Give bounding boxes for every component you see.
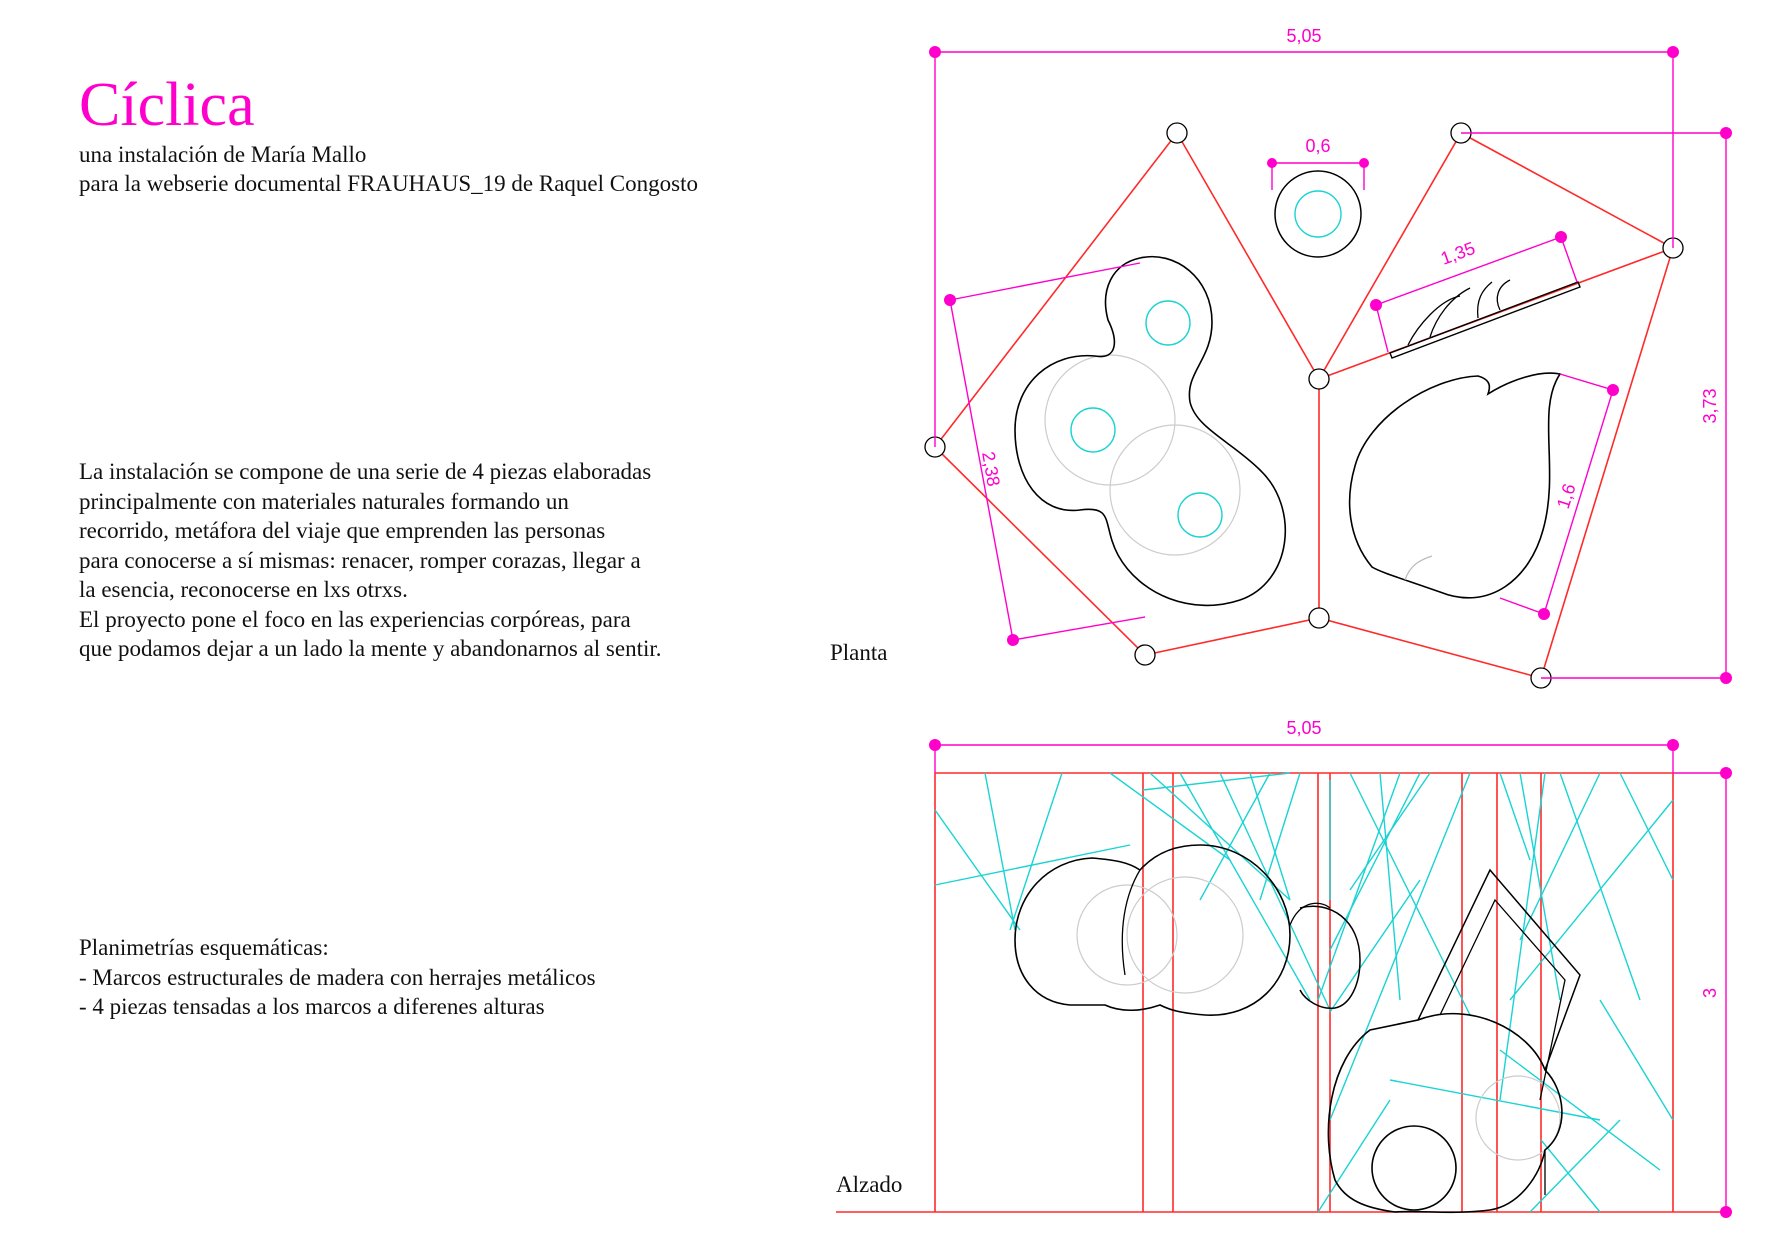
elevation-leaf-piece	[1328, 870, 1580, 1212]
notes-line: Planimetrías esquemáticas:	[79, 935, 329, 960]
elevation-width-label: 5,05	[1286, 718, 1322, 738]
circle-piece	[1267, 136, 1369, 257]
subtitle-line: para la webserie documental FRAUHAUS_19 de Raquel Congosto	[79, 171, 698, 196]
plan-frames	[935, 133, 1673, 678]
elevation-height-dimension	[1673, 767, 1732, 1218]
blob-piece-dimension: 2,38	[978, 449, 1004, 488]
subtitle-line: una instalación de María Mallo	[79, 142, 367, 167]
plan-label: Planta	[830, 640, 888, 665]
plan-depth-label: 3,73	[1700, 388, 1720, 424]
elevation-height-label: 3	[1700, 987, 1720, 999]
description-line: principalmente con materiales naturales formando un	[79, 488, 569, 514]
plan-nodes	[925, 123, 1683, 688]
elevation-width-dimension	[929, 718, 1679, 773]
project-title: Cíclica	[79, 71, 255, 139]
leaf-piece	[1350, 373, 1619, 620]
notes-line: - Marcos estructurales de madera con herrajes metálicos	[79, 964, 596, 990]
elevation-lobes-piece	[1015, 845, 1360, 1015]
blob-piece	[944, 257, 1285, 646]
plan-drawing	[925, 26, 1732, 688]
circle-piece-dimension: 0,6	[1305, 136, 1331, 156]
leaf-piece-dimension: 1,6	[1552, 481, 1580, 512]
description-line: la esencia, reconocerse en lxs otrxs.	[79, 577, 408, 602]
description-line: que podamos dejar a un lado la mente y abandonarnos al sentir.	[79, 636, 662, 661]
plan-depth-dimension	[1461, 127, 1732, 684]
notes-line: - 4 piezas tensadas a los marcos a diferenes alturas	[79, 994, 545, 1019]
description-line: para conocerse a sí mismas: renacer, romper corazas, llegar a	[79, 547, 641, 573]
description-line: El proyecto pone el foco en las experiencias corpóreas, para	[79, 606, 631, 632]
elevation-label: Alzado	[836, 1172, 903, 1197]
description-line: recorrido, metáfora del viaje que emprenden las personas	[79, 518, 606, 543]
plan-width-label: 5,05	[1286, 26, 1322, 46]
bar-piece-dimension: 1,35	[1438, 237, 1478, 269]
description-line: La instalación se compone de una serie de 4 piezas elaboradas	[79, 459, 652, 484]
elevation-drawing	[836, 718, 1732, 1218]
